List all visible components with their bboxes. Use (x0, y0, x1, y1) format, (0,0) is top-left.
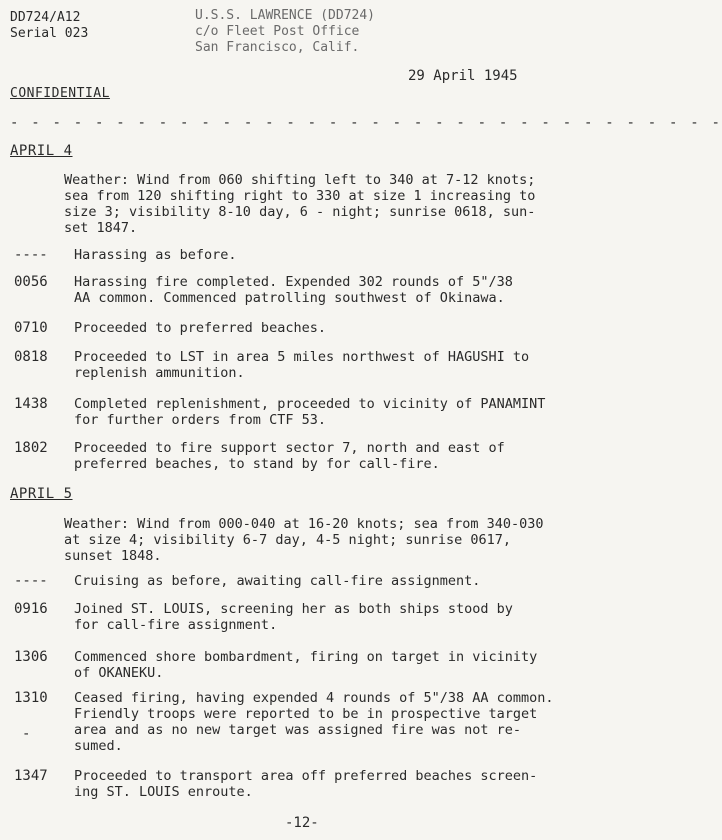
entry-time: 1347 (14, 768, 48, 784)
separator-line: - - - - - - - - - - - - - - - - - - - - - - - - - - - - - - - - - - (10, 115, 722, 131)
entry-text: Proceeded to transport area off preferred beaches screen- ing ST. LOUIS enroute. (74, 768, 538, 800)
entry-text: Cruising as before, awaiting call-fire assignment. (74, 573, 481, 589)
weather-report: Weather: Wind from 000-040 at 16-20 knots; sea from 340-030 at size 4; visibility 6-7 day, 4-5 night; sunrise 0617, sunset 1848. (64, 516, 544, 564)
entry-text: Ceased firing, having expended 4 rounds of 5"/38 AA common. Friendly troops were reported to be in prospective target area and as no new target was assigned fire was not re- sumed. (74, 690, 554, 754)
entry-text: Completed replenishment, proceeded to vicinity of PANAMINT for further orders from CTF 53. (74, 396, 546, 428)
entry-time: 1310 (14, 690, 48, 706)
entry-text: Harassing as before. (74, 247, 237, 263)
entry-time: ---- (14, 247, 48, 263)
weather-report: Weather: Wind from 060 shifting left to 340 at 7-12 knots; sea from 120 shifting right to 330 at size 1 increasing to size 3; visibility 8-10 day, 6 - night; sunrise 0618, sun- set 1847. (64, 172, 536, 236)
ship-name: U.S.S. LAWRENCE (DD724) (195, 8, 376, 23)
margin-mark: - (22, 726, 31, 742)
day-heading: APRIL 4 (10, 143, 73, 159)
ship-address-block (195, 8, 375, 56)
page-number: -12- (285, 815, 319, 831)
entry-text: Proceeded to fire support sector 7, north and east of preferred beaches, to stand by for call-fire. (74, 440, 505, 472)
entry-text: Joined ST. LOUIS, screening her as both ships stood by for call-fire assignment. (74, 601, 513, 633)
entry-text: Commenced shore bombardment, firing on target in vicinity of OKANEKU. (74, 649, 538, 681)
entry-time: 1306 (14, 649, 48, 665)
ship-address-line: c/o Fleet Post Office (195, 24, 360, 39)
entry-time: 1802 (14, 440, 48, 456)
entry-time: 0056 (14, 274, 48, 290)
day-heading: APRIL 5 (10, 486, 73, 502)
entry-time: 0818 (14, 349, 48, 365)
entry-text: Harassing fire completed. Expended 302 rounds of 5"/38 AA common. Commenced patrolling southwest of Okinawa. (74, 274, 513, 306)
entry-text: Proceeded to preferred beaches. (74, 320, 326, 336)
entry-time: 0916 (14, 601, 48, 617)
entry-time: 0710 (14, 320, 48, 336)
entry-text: Proceeded to LST in area 5 miles northwest of HAGUSHI to replenish ammunition. (74, 349, 530, 381)
document-date: 29 April 1945 (408, 68, 518, 84)
file-reference (10, 10, 88, 42)
classification-label: CONFIDENTIAL (10, 86, 110, 101)
serial-number: Serial 023 (10, 26, 89, 41)
ship-city-line: San Francisco, Calif. (195, 40, 360, 55)
file-ref-number: DD724/A12 (10, 10, 81, 25)
entry-time: 1438 (14, 396, 48, 412)
entry-time: ---- (14, 573, 48, 589)
